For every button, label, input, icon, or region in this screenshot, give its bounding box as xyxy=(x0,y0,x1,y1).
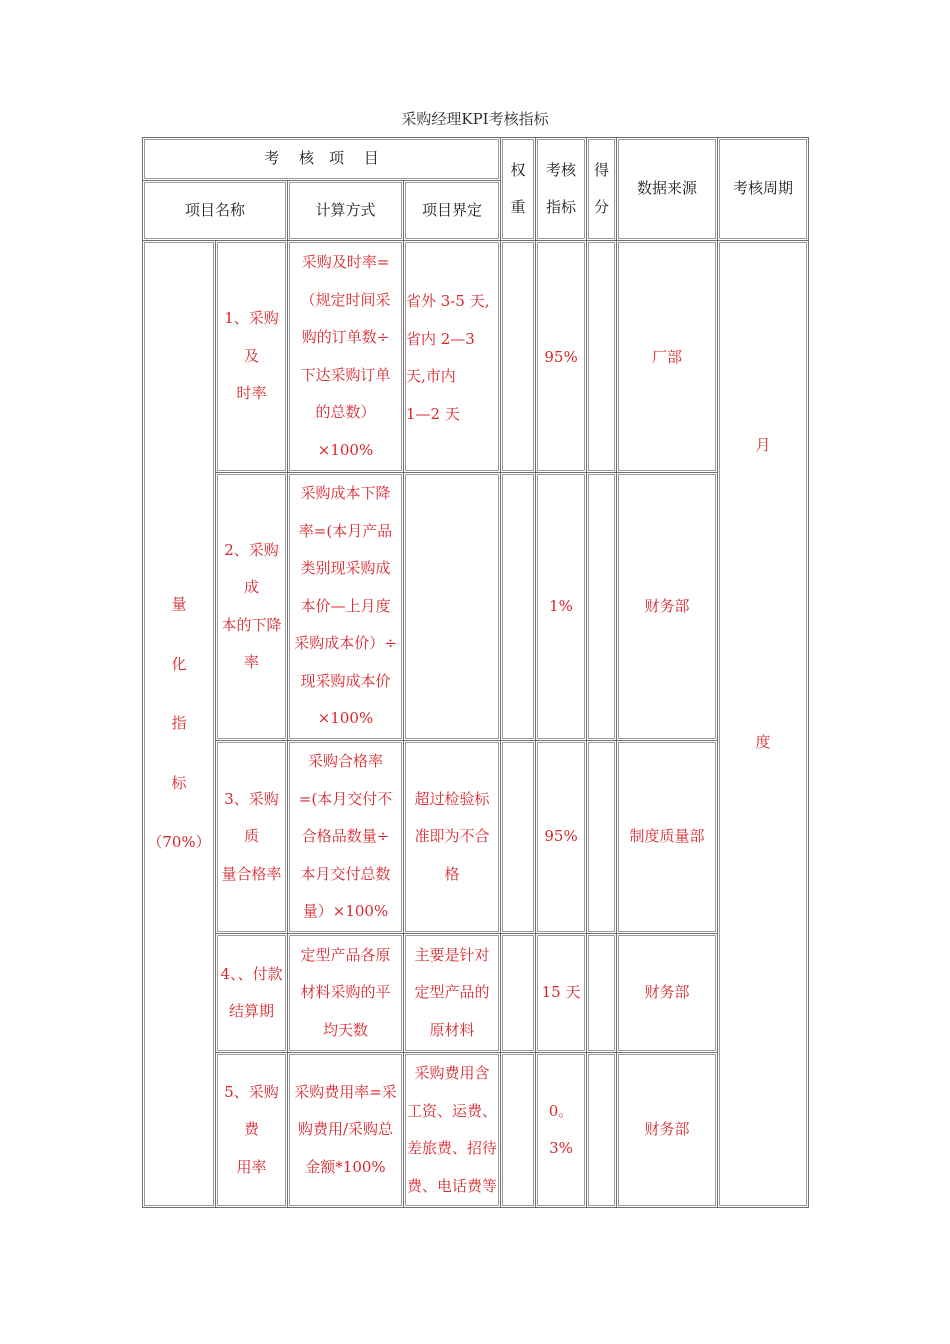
header-source: 数据来源 xyxy=(617,138,718,241)
item-name: 5、采购费 用率 xyxy=(216,1053,288,1208)
item-source: 厂部 xyxy=(617,241,718,473)
item-name: 4、、付款 结算期 xyxy=(216,934,288,1053)
table-row xyxy=(143,934,809,1053)
item-source: 财务部 xyxy=(617,1053,718,1208)
item-calc: 采购成本下降 率=(本月产品 类别现采购成 本价—上月度 采购成本价）÷ 现采购成本价 ×100% xyxy=(288,473,404,741)
item-target: 95% xyxy=(536,241,587,473)
item-definition: 采购费用含 工资、运费、 差旅费、招待 费、电话费等 xyxy=(404,1053,501,1208)
header-target: 考核 指标 xyxy=(536,138,587,241)
item-calc: 采购合格率 =(本月交付不 合格品数量÷ 本月交付总数 量）×100% xyxy=(288,741,404,934)
item-score xyxy=(587,741,617,934)
item-calc: 采购费用率=采 购费用/采购总 金额*100% xyxy=(288,1053,404,1208)
item-target: 95% xyxy=(536,741,587,934)
item-definition: 省外 3-5 天, 省内 2—3 天,市内 1—2 天 xyxy=(404,241,501,473)
header-score: 得 分 xyxy=(587,138,617,241)
item-definition xyxy=(404,473,501,741)
item-definition: 主要是针对 定型产品的 原材料 xyxy=(404,934,501,1053)
item-target: 1% xyxy=(536,473,587,741)
item-calc: 定型产品各原 材料采购的平 均天数 xyxy=(288,934,404,1053)
header-definition: 项目界定 xyxy=(404,181,501,241)
header-calc: 计算方式 xyxy=(288,181,404,241)
item-target: 0。3% xyxy=(536,1053,587,1208)
table-row xyxy=(143,241,809,473)
table-row xyxy=(143,741,809,934)
table-row xyxy=(143,473,809,741)
item-target: 15 天 xyxy=(536,934,587,1053)
item-source: 制度质量部 xyxy=(617,741,718,934)
item-weight xyxy=(501,1053,536,1208)
item-definition: 超过检验标 准即为不合 格 xyxy=(404,741,501,934)
item-calc: 采购及时率= （规定时间采 购的订单数÷ 下达采购订单 的总数） ×100% xyxy=(288,241,404,473)
item-weight xyxy=(501,741,536,934)
item-score xyxy=(587,241,617,473)
header-weight: 权 重 xyxy=(501,138,536,241)
table-row xyxy=(143,1053,809,1208)
header-group: 考 核 项 目 xyxy=(143,138,501,181)
header-item-name: 项目名称 xyxy=(143,181,288,241)
category-cell: 量 化 指 标 （70%） xyxy=(143,241,216,1208)
item-score xyxy=(587,473,617,741)
item-score xyxy=(587,1053,617,1208)
item-name: 3、采购质 量合格率 xyxy=(216,741,288,934)
item-score xyxy=(587,934,617,1053)
period-cell: 月 度 xyxy=(718,241,809,1208)
item-name: 2、采购成 本的下降 率 xyxy=(216,473,288,741)
item-name: 1、采购及 时率 xyxy=(216,241,288,473)
item-source: 财务部 xyxy=(617,473,718,741)
header-period: 考核周期 xyxy=(718,138,809,241)
item-source: 财务部 xyxy=(617,934,718,1053)
item-weight xyxy=(501,473,536,741)
item-weight xyxy=(501,241,536,473)
kpi-table xyxy=(142,137,809,1208)
document-title: 采购经理KPI考核指标 xyxy=(401,110,549,128)
item-weight xyxy=(501,934,536,1053)
